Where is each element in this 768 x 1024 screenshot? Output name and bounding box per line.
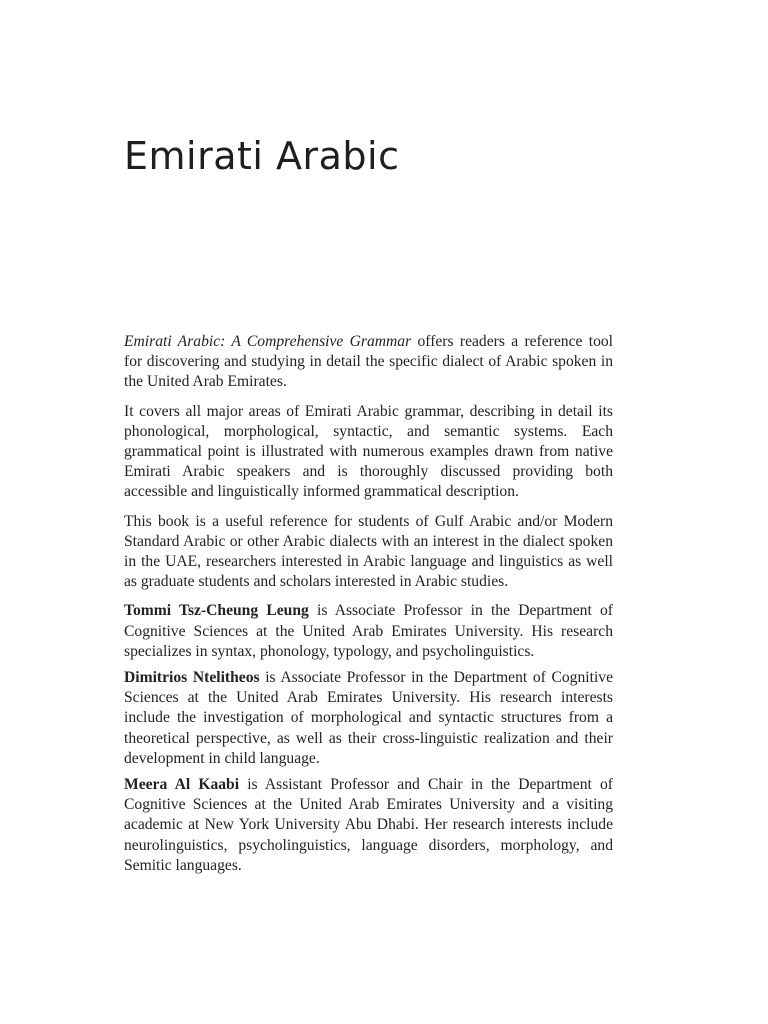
author-name: Tommi Tsz-Cheung Leung [124, 602, 309, 620]
intro-text: offers readers a reference tool for discovering and studying in detail the specific dialect of Arabic spoken in the United Arab Emirates. [124, 333, 613, 391]
author-bio-ntelitheos [124, 668, 613, 769]
book-description [124, 332, 613, 882]
book-full-title: Emirati Arabic: A Comprehensive Grammar [124, 333, 412, 350]
coverage-paragraph: It covers all major areas of Emirati Arabic grammar, describing in detail its phonological, morphological, syntactic, and semantic systems. Each grammatical point is illustrated with numerous examples drawn from native Emirati Arabic speakers and is thoroughly discussed providing both accessible and linguistically informed grammatical description. [124, 402, 613, 501]
author-name: Dimitrios Ntelitheos [124, 669, 260, 687]
author-bio-text: is Associate Professor in the Department of Cognitive Sciences at the United Arab Emirates University. His research interests include the investigation of morphological and syntactic structures from a theoretical perspective, as well as their cross-linguistic realization and their development in child language. [124, 669, 613, 767]
author-bio-al-kaabi [124, 775, 613, 876]
page-title: Emirati Arabic [124, 134, 400, 178]
author-bio-text: is Associate Professor in the Department of Cognitive Sciences at the United Arab Emirates University. His research specializes in syntax, phonology, typology, and psycholinguistics. [124, 602, 613, 660]
intro-paragraph [124, 332, 613, 393]
author-bio-leung [124, 601, 613, 662]
audience-paragraph: This book is a useful reference for students of Gulf Arabic and/or Modern Standard Arabic or other Arabic dialects with an interest in the dialect spoken in the UAE, researchers interested in Arabic language and linguistics as well as graduate students and scholars interested in Arabic studies. [124, 512, 613, 591]
author-bio-text: is Assistant Professor and Chair in the Department of Cognitive Sciences at the United Arab Emirates University and a visiting academic at New York University Abu Dhabi. Her research interests include neurolinguistics, psycholinguistics, language disorders, morphology, and Semitic languages. [124, 776, 613, 874]
author-name: Meera Al Kaabi [124, 776, 240, 794]
